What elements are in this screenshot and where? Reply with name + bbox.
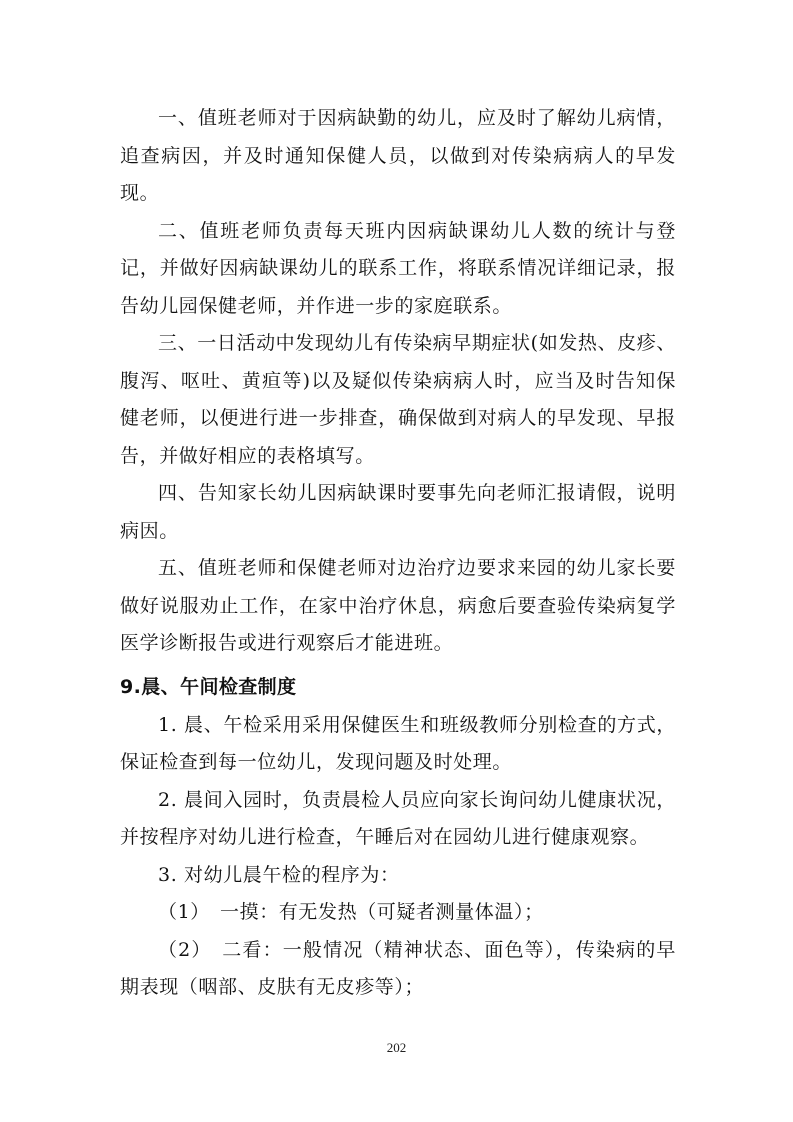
paragraph-1: 一、值班老师对于因病缺勤的幼儿，应及时了解幼儿病情，追查病因，并及时通知保健人员，以做到对传染病病人的早发现。	[120, 107, 676, 204]
paragraph-10: （2） 二看：一般情况（精神状态、面色等），传染病的早期表现（咽部、皮肤有无皮疹等）；	[120, 938, 676, 998]
paragraph-7: 2. 晨间入园时，负责晨检人员应向家长询问幼儿健康状况，并按程序对幼儿进行检查，午睡后对在园幼儿进行健康观察。	[120, 788, 676, 848]
section-heading: 9.晨、午间检查制度	[120, 675, 297, 698]
paragraph-8: 3. 对幼儿晨午检的程序为：	[158, 863, 400, 886]
paragraph-2: 二、值班老师负责每天班内因病缺课幼儿人数的统计与登记，并做好因病缺课幼儿的联系工作，将联系情况详细记录，报告幼儿园保健老师，并作进一步的家庭联系。	[120, 219, 676, 317]
page-number: 202	[386, 1040, 407, 1055]
paragraph-6: 1. 晨、午检采用采用保健医生和班级教师分别检查的方式，保证检查到每一位幼儿，发现问题及时处理。	[120, 713, 676, 773]
document-body	[120, 100, 676, 1007]
paragraph-9: （1） 一摸：有无发热（可疑者测量体温）；	[158, 901, 544, 923]
paragraph-3: 三、一日活动中发现幼儿有传染病早期症状(如发热、皮疹、腹泻、呕吐、黄疸等)以及疑似传染病病人时，应当及时告知保健老师，以便进行进一步排查，确保做到对病人的早发现、早报告，并做好相应的表格填写。	[120, 332, 676, 467]
paragraph-4: 四、告知家长幼儿因病缺课时要事先向老师汇报请假，说明病因。	[120, 482, 676, 542]
paragraph-5: 五、值班老师和保健老师对边治疗边要求来园的幼儿家长要做好说服劝止工作，在家中治疗休息，病愈后要查验传染病复学医学诊断报告或进行观察后才能进班。	[120, 557, 676, 654]
